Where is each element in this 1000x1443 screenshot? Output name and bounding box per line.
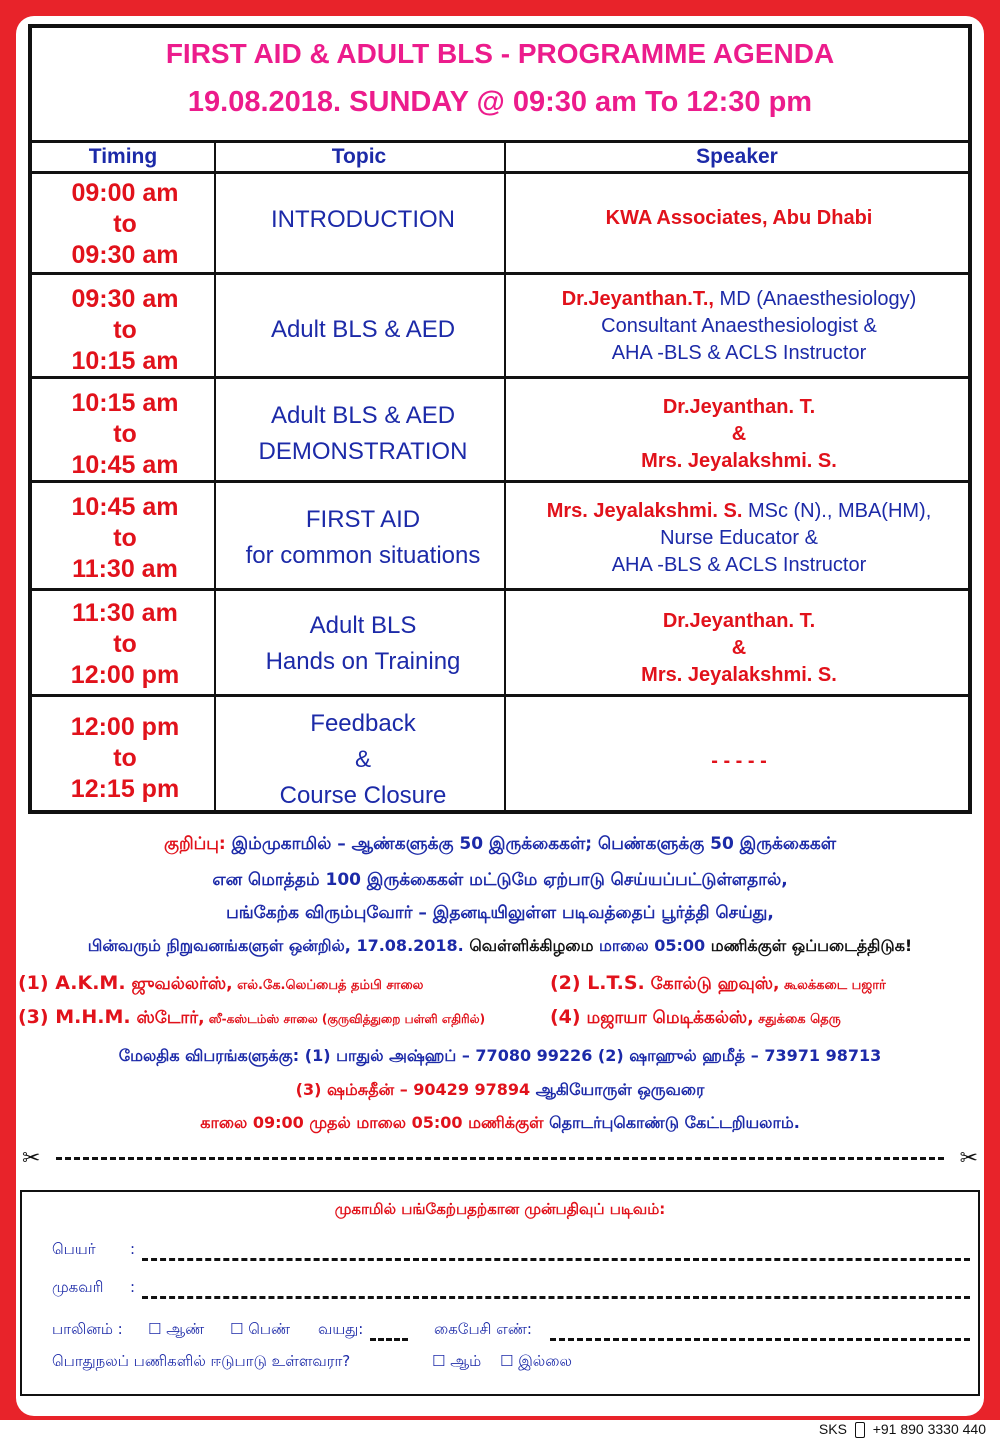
colon: : (130, 1240, 136, 1258)
to-text: to (113, 210, 137, 238)
topic-line: for common situations (245, 542, 481, 569)
shop-address: ஸீ-கஸ்டம்ஸ் சாலை (குருவித்துறை பள்ளி எதிரில்) (204, 1012, 486, 1026)
timing-cell (32, 178, 218, 271)
note-text: இம்முகாமில் – ஆண்களுக்கு 50 இருக்கைகள்; பெண்களுக்கு 50 இருக்கைகள் (231, 834, 837, 854)
speaker-cell (508, 608, 970, 689)
table-header (32, 140, 968, 174)
topic-cell (218, 202, 508, 238)
timing-cell (32, 598, 218, 691)
shop-address: எல்.கே.லெப்பைத் தம்பி சாலை (232, 978, 424, 993)
start-time: 12:00 pm (70, 713, 180, 741)
timing-cell (32, 712, 218, 805)
note-line (0, 936, 1000, 957)
ampersand: & (731, 423, 747, 445)
start-time: 11:30 am (72, 599, 178, 627)
row-divider (32, 694, 968, 697)
end-time: 10:45 am (71, 451, 179, 479)
to-text: to (113, 630, 137, 658)
shop-name: மஜாயா மெடிக்கல்ஸ், (580, 1008, 754, 1028)
colon: : (130, 1278, 136, 1296)
note-text: வெள்ளிக்கிழமை (463, 936, 600, 955)
public-service-label: பொதுநலப் பணிகளில் ஈடுபாடு உள்ளவரா? (52, 1352, 351, 1370)
ampersand: & (731, 637, 747, 659)
footer-code: SKS (818, 1421, 847, 1437)
topic-cell (218, 706, 508, 814)
topic-line: FIRST AID (305, 506, 421, 533)
speaker-name: Dr.Jeyanthan. T. (662, 610, 816, 632)
shop-number: (3) M.H.M. (18, 1006, 131, 1028)
note-label: குறிப்பு: (163, 834, 226, 854)
contact-line: மேலதிக விபரங்களுக்கு: (1) பாதுல் அஷ்ஹப் – 77080 99226 (2) ஷாஹுல் ஹமீத் – 73971 98713 (118, 1046, 882, 1065)
footer-phone: +91 890 3330 440 (872, 1421, 986, 1437)
form-title: முகாமில் பங்கேற்பதற்கான முன்பதிவுப் படிவம்: (334, 1200, 666, 1218)
speaker-cell (508, 748, 970, 775)
speaker-name: KWA Associates, Abu Dhabi (605, 207, 873, 229)
speaker-cell (508, 394, 970, 475)
shop-item (550, 1006, 841, 1030)
contact-text: தொடர்புகொண்டு கேட்டறியலாம். (543, 1113, 800, 1132)
shop-item (18, 1006, 485, 1030)
yes-checkbox[interactable]: ☐ ஆம் (432, 1352, 482, 1370)
speaker-name: Mrs. Jeyalakshmi. S. (641, 450, 837, 472)
gender-label: பாலினம் : (52, 1320, 123, 1338)
to-text: to (113, 316, 137, 344)
note-line: என மொத்தம் 100 இருக்கைகள் மட்டுமே ஏற்பாடு செய்யப்பட்டுள்ளதால், (212, 870, 788, 890)
registration-form (20, 1190, 980, 1396)
shop-number: (2) L.T.S. (550, 972, 645, 994)
phone-icon (855, 1422, 865, 1438)
end-time: 09:30 am (71, 241, 179, 269)
note-line (0, 834, 1000, 856)
contact-text: (3) ஷம்சுதீன் – 90429 97894 (295, 1080, 531, 1099)
topic-line: Course Closure (279, 782, 447, 809)
dashed-line (56, 1157, 944, 1160)
mobile-field[interactable] (550, 1338, 970, 1341)
end-time: 12:15 pm (70, 775, 180, 803)
start-time: 10:45 am (71, 493, 179, 521)
topic-cell (218, 608, 508, 680)
speaker-name: Dr.Jeyanthan. T. (662, 396, 816, 418)
shop-address: சதுக்கை தெரு (753, 1012, 841, 1027)
note-text: பின்வரும் நிறுவனங்களுள் ஒன்றில், (87, 936, 357, 955)
timing-cell (32, 284, 218, 377)
topic-line: Hands on Training (265, 648, 461, 675)
scissors-icon: ✂ (959, 1146, 978, 1171)
shop-name: ஜுவல்லர்ஸ், (125, 974, 233, 994)
age-field[interactable] (370, 1338, 408, 1341)
address-field[interactable] (142, 1296, 970, 1299)
agenda-date: 19.08.2018. SUNDAY @ 09:30 am To 12:30 pm (187, 86, 813, 118)
agenda-title: FIRST AID & ADULT BLS - PROGRAMME AGENDA (165, 38, 835, 69)
speaker-name: Mrs. Jeyalakshmi. S. (641, 664, 837, 686)
to-text: to (113, 524, 137, 552)
agenda-table (28, 24, 972, 814)
topic-line: Adult BLS (309, 612, 417, 639)
topic-cell (218, 312, 508, 348)
shop-number: (1) A.K.M. (18, 972, 126, 994)
header-speaker: Speaker (696, 145, 778, 168)
topic-cell (218, 502, 508, 574)
contact-line (0, 1080, 1000, 1101)
shop-address: கூலக்கடை பஜார் (779, 978, 886, 993)
topic-cell (218, 398, 508, 470)
deadline-time: மாலை 05:00 (599, 936, 706, 955)
shop-name: ஸ்டோர், (130, 1008, 205, 1028)
header-timing: Timing (88, 145, 158, 168)
end-time: 10:15 am (71, 347, 179, 375)
start-time: 09:00 am (71, 179, 179, 207)
note-text: மணிக்குள் ஒப்படைத்திடுக! (705, 936, 913, 955)
speaker-name: Dr.Jeyanthan.T., (561, 288, 714, 310)
contact-text: ஆகியோருள் ஒருவரை (530, 1080, 705, 1099)
topic-line: DEMONSTRATION (258, 438, 468, 465)
female-checkbox[interactable]: ☐ பெண் (230, 1320, 291, 1338)
speaker-role: AHA -BLS & ACLS Instructor (611, 554, 867, 576)
male-checkbox[interactable]: ☐ ஆண் (148, 1320, 205, 1338)
mobile-label: கைபேசி எண்: (434, 1320, 532, 1338)
end-time: 12:00 pm (70, 661, 180, 689)
shop-number: (4) (550, 1006, 581, 1028)
speaker-placeholder: - - - - - (711, 750, 767, 772)
topic-line: Feedback (310, 710, 416, 737)
cut-line (22, 1146, 978, 1170)
speaker-role: Nurse Educator & (660, 527, 818, 549)
end-time: 11:30 am (72, 555, 178, 583)
topic-line: Adult BLS & AED (270, 402, 456, 429)
scissors-icon: ✂ (22, 1146, 41, 1171)
to-text: to (113, 744, 137, 772)
name-field[interactable] (142, 1258, 970, 1261)
start-time: 09:30 am (71, 285, 179, 313)
address-label: முகவரி (52, 1278, 104, 1296)
header-topic: Topic (331, 145, 387, 168)
speaker-qualification: MSc (N)., MBA(HM), (742, 500, 932, 522)
note-line: பங்கேற்க விரும்புவோர் – இதனடியிலுள்ள படிவத்தைப் பூர்த்தி செய்து, (226, 903, 774, 923)
topic-line: Adult BLS & AED (270, 316, 456, 343)
speaker-cell (508, 286, 970, 367)
shop-item (550, 972, 886, 996)
contact-line (0, 1113, 1000, 1134)
topic-line: & (354, 746, 371, 773)
speaker-cell (508, 205, 970, 232)
speaker-cell (508, 498, 970, 579)
start-time: 10:15 am (71, 389, 179, 417)
speaker-qualification: MD (Anaesthesiology) (713, 288, 917, 310)
row-divider (32, 588, 968, 591)
speaker-name: Mrs. Jeyalakshmi. S. (546, 500, 743, 522)
age-label: வயது: (318, 1320, 364, 1338)
contact-hours: காலை 09:00 முதல் மாலை 05:00 மணிக்குள் (200, 1113, 544, 1132)
speaker-role: Consultant Anaesthesiologist & (601, 315, 877, 337)
to-text: to (113, 420, 137, 448)
shop-name: கோல்டு ஹவுஸ், (644, 974, 780, 994)
timing-cell (32, 492, 218, 585)
no-checkbox[interactable]: ☐ இல்லை (500, 1352, 572, 1370)
shop-item (18, 972, 423, 996)
timing-cell (32, 388, 218, 481)
speaker-role: AHA -BLS & ACLS Instructor (611, 342, 867, 364)
footer-credit (819, 1421, 986, 1438)
name-label: பெயர் (52, 1240, 96, 1258)
topic-line: INTRODUCTION (271, 206, 455, 233)
deadline-date: 17.08.2018. (356, 936, 464, 955)
row-divider (32, 272, 968, 275)
